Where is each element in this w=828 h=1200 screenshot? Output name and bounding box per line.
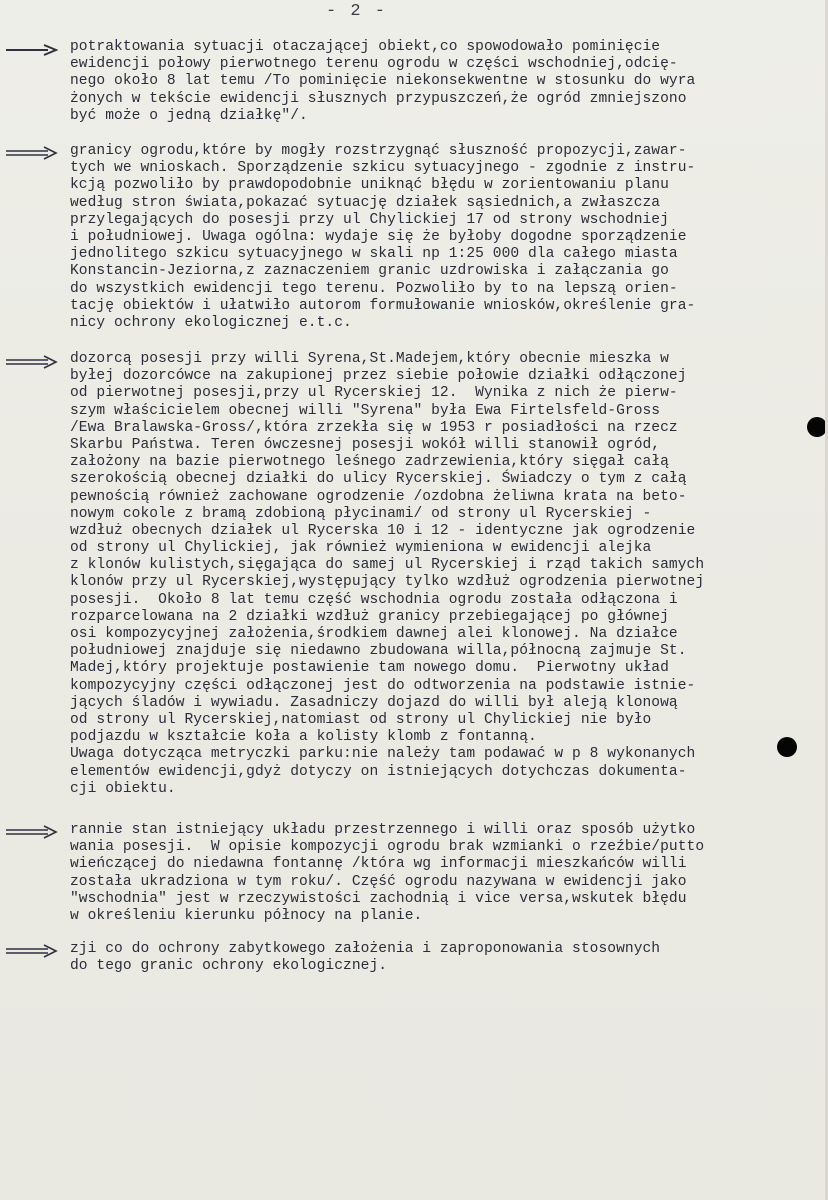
text-line: elementów ewidencji,gdyż dotyczy on istniejących dotychczas dokumenta-: [70, 763, 687, 780]
text-line: pewnością również zachowane ogrodzenie /ozdobna żeliwna krata na beto-: [70, 488, 687, 505]
text-line: tację obiektów i ułatwiło autorom formułowanie wniosków,określenie gra-: [70, 297, 696, 314]
text-line: założony na bazie pierwotnego leśnego zadrzewienia,który sięgał całą: [70, 454, 669, 471]
text-line: Konstancin-Jeziorna,z zaznaczeniem granic uzdrowiska i załączania go: [70, 263, 669, 280]
text-line: podjazdu w kształcie koła a kolisty klomb z fontanną.: [70, 729, 537, 746]
text-line: z klonów kulistych,sięgająca do samej ul Rycerskiej i rząd takich samych: [70, 557, 705, 574]
text-line: kompozycyjny części odłączonej jest do odtworzenia na podstawie istnie-: [70, 677, 696, 694]
punch-hole: [777, 737, 797, 757]
text-line: potraktowania sytuacji otaczającej obiekt,co spowodowało pominięcie: [70, 39, 661, 55]
text-line: /Ewa Bralawska-Gross/,która zrzekła się w 1953 r posiadłości na rzecz: [70, 419, 678, 436]
text-line: rannie stan istniejący układu przestrzennego i willi oraz sposób użytko: [70, 822, 696, 838]
text-line: nowym cokole z bramą zdobioną płycinami/ od strony ul Rycerskiej -: [70, 505, 652, 522]
text-line: wieńczącej do niedawna fontannę /która wg informacji mieszkańców willi: [70, 856, 687, 873]
text-line: nego około 8 lat temu /To pominięcie niekonsekwentne w stosunku do wyra: [70, 73, 696, 90]
text-line: "wschodnia" jest w rzeczywistości zachodnią i vice versa,wskutek błędu: [70, 890, 687, 907]
text-line: żonych w tekście ewidencji słusznych przypuszczeń,że ogród zmniejszono: [70, 90, 687, 107]
paragraph-5: [70, 941, 822, 975]
text-line: cji obiektu.: [70, 780, 176, 797]
text-line: klonów przy ul Rycerskiej,występujący tylko wzdłuż ogrodzenia pierwotnej: [70, 574, 705, 591]
text-line: według stron świata,pokazać sytuację działek sąsiednich,a zwłaszcza: [70, 194, 661, 211]
text-line: w określeniu kierunku północy na planie.: [70, 907, 423, 924]
page-number: - 2 -: [326, 2, 388, 21]
text-line: Skarbu Państwa. Teren ówczesnej posesji wokół willi stanowił ogród,: [70, 436, 661, 453]
paragraph-4: [70, 822, 822, 925]
text-line: od strony ul Rycerskiej,natomiast od strony ul Chylickiej nie było: [70, 711, 652, 728]
text-line: granicy ogrodu,które by mogły rozstrzygnąć słuszność propozycji,zawar-: [70, 143, 687, 159]
text-line: byłej dozorcówce na zakupionej przez siebie połowie działki odłączonej: [70, 368, 687, 385]
paragraph-2: [70, 143, 822, 332]
text-line: od pierwotnej posesji,przy ul Rycerskiej 12. Wynika z nich że pierw-: [70, 385, 678, 402]
text-line: do wszystkich ewidencji tego terenu. Pozwoliło by to na lepszą orien-: [70, 280, 678, 297]
text-line: nicy ochrony ekologicznej e.t.c.: [70, 314, 352, 331]
text-line: wzdłuż obecnych działek ul Rycerska 10 i 12 - identyczne jak ogrodzenie: [70, 522, 696, 539]
text-line: szym właścicielem obecnej willi "Syrena" była Ewa Firtelsfeld-Gross: [70, 402, 661, 419]
text-line: przylegających do posesji przy ul Chylickiej 17 od strony wschodniej: [70, 211, 669, 228]
text-line: tych we wnioskach. Sporządzenie szkicu sytuacyjnego - zgodnie z instru-: [70, 160, 696, 177]
margin-arrow-icon: [4, 43, 58, 57]
text-line: Madej,który projektuje postawienie tam nowego domu. Pierwotny układ: [70, 660, 669, 677]
text-line: ewidencji połowy pierwotnego terenu ogrodu w części wschodniej,odcię-: [70, 56, 678, 73]
margin-arrow-icon: [4, 825, 58, 839]
text-line: jących śladów i wywiadu. Zasadniczy dojazd do willi był aleją klonową: [70, 694, 678, 711]
text-line: do tego granic ochrony ekologicznej.: [70, 958, 388, 975]
text-line: wania posesji. W opisie kompozycji ogrodu brak wzmianki o rzeźbie/putto: [70, 839, 705, 856]
text-line: szerokością obecnej działki do ulicy Rycerskiej. Świadczy o tym z całą: [70, 471, 687, 488]
text-line: została ukradziona w tym roku/. Część ogrodu nazywana w ewidencji jako: [70, 873, 687, 890]
paragraph-3: [70, 351, 822, 798]
text-line: kcją pozwoliło by prawdopodobnie uniknąć błędu w zorientowaniu planu: [70, 177, 669, 194]
text-line: jednolitego szkicu sytuacyjnego w skali np 1:25 000 dla całego miasta: [70, 246, 678, 263]
text-line: od strony ul Chylickiej, jak również wymieniona w ewidencji alejka: [70, 540, 652, 557]
text-line: południowej znajduje się niedawno zbudowana willa,północną zajmuje St.: [70, 643, 687, 660]
text-line: być może o jedną działkę"/.: [70, 107, 308, 124]
text-line: Uwaga dotycząca metryczki parku:nie należy tam podawać w p 8 wykonanych: [70, 746, 696, 763]
paragraph-1: [70, 39, 822, 125]
margin-arrow-icon: [4, 944, 58, 958]
text-line: dozorcą posesji przy willi Syrena,St.Madejem,który obecnie mieszka w: [70, 351, 669, 367]
text-line: i południowej. Uwaga ogólna: wydaje się że byłoby dogodne sporządzenie: [70, 228, 687, 245]
text-line: osi kompozycyjnej założenia,środkiem dawnej alei klonowej. Na działce: [70, 626, 678, 642]
margin-arrow-icon: [4, 355, 58, 369]
text-line: rozparcelowana na 2 działki wzdłuż granicy przebiegającej po głównej: [70, 608, 669, 625]
text-line: posesji. Około 8 lat temu część wschodnia ogrodu została odłączona i: [70, 591, 678, 608]
margin-arrow-icon: [4, 146, 58, 160]
punch-hole: [807, 417, 827, 437]
text-line: zji co do ochrony zabytkowego założenia i zaproponowania stosownych: [70, 941, 661, 957]
